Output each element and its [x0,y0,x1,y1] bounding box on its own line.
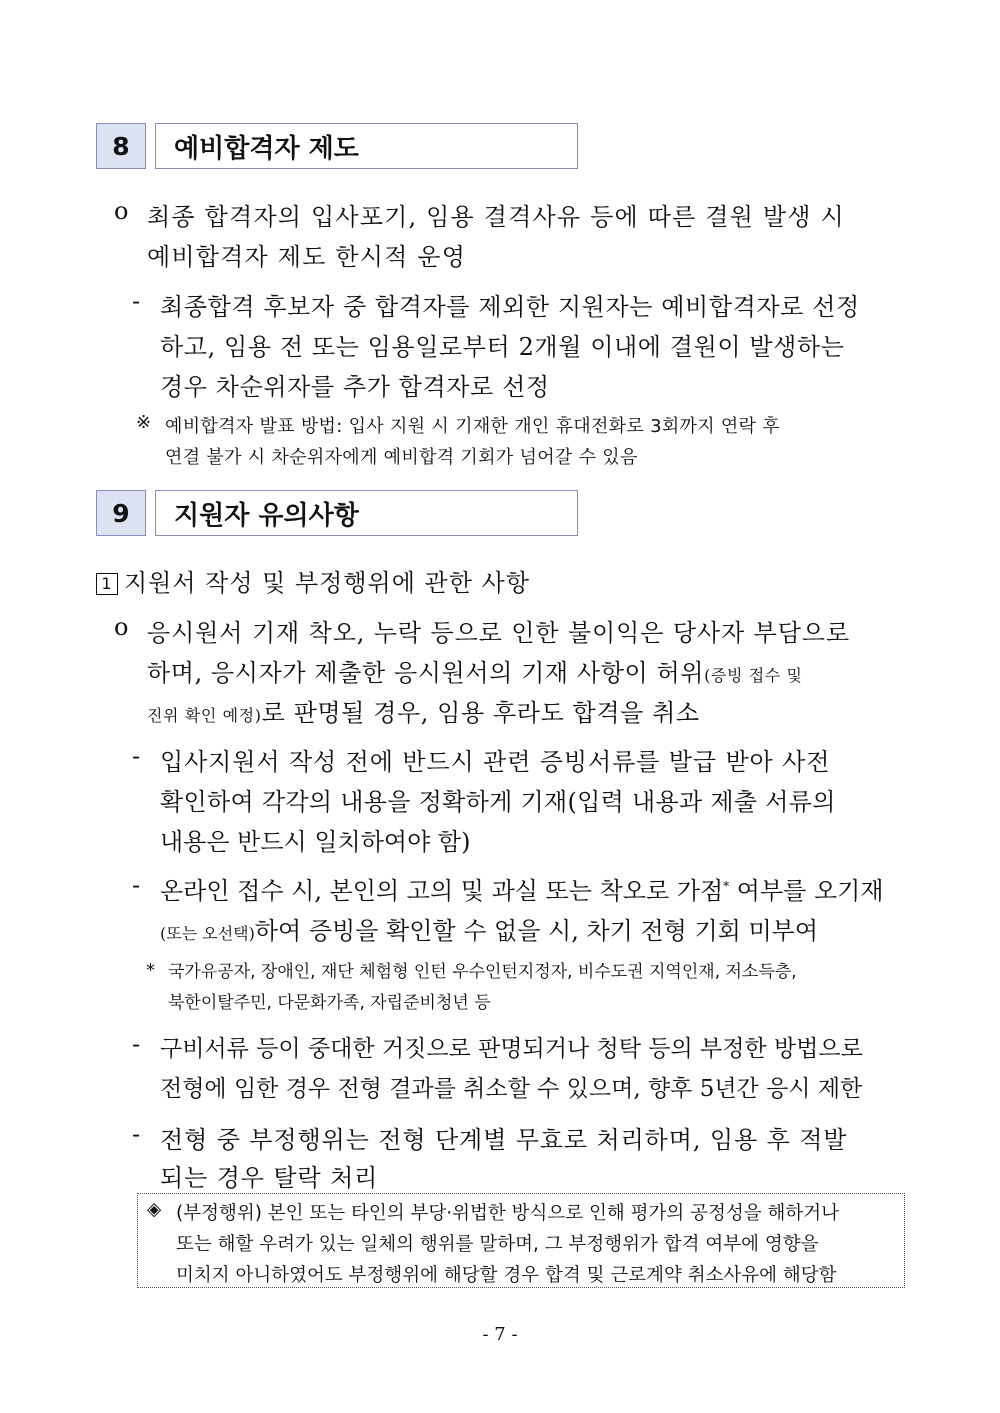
section-9-p1-line-1: 응시원서 기재 착오, 누락 등으로 인한 불이익은 당사자 부담으로 [147,619,850,647]
section-9-d3-line-2: 전형에 임한 경우 전형 결과를 취소할 수 있으며, 향후 5년간 응시 제한 [160,1076,863,1102]
subsection-title: 지원서 작성 및 부정행위에 관한 사항 [124,569,530,597]
section-8-sub-line-2: 하고, 임용 전 또는 임용일로부터 2개월 이내에 결원이 발생하는 [160,333,845,361]
section-8-title: 예비합격자 제도 [155,123,578,169]
section-9-d1-line-1: 입사지원서 작성 전에 반드시 관련 증빙서류를 발급 받아 사전 [160,748,831,776]
section-9-star-line-1: 국가유공자, 장애인, 재단 체험형 인턴 우수인턴지정자, 비수도권 지역인재, 저소득층, [168,962,797,982]
d2-line-1-a: 온라인 접수 시, 본인의 고의 및 과실 또는 착오로 가점 [160,877,724,905]
note-mark: ※ [136,412,152,433]
subsection-number: 1 [96,573,118,595]
box-line-1: (부정행위) 본인 또는 타인의 부당·위법한 방식으로 인해 평가의 공정성을 해하거나 [176,1203,839,1224]
subsection-heading [96,563,530,598]
section-8-line-1: 최종 합격자의 입사포기, 임용 결격사유 등에 따른 결원 발생 시 [147,203,845,231]
section-9-p1-line-3 [147,693,700,728]
dash: - [132,287,141,315]
d2-line-1-b: 여부를 오기재 [729,877,884,905]
box-line-2: 또는 해할 우려가 있는 일체의 행위를 말하며, 그 부정행위가 합격 여부에 영향을 [176,1234,819,1255]
p1-line-3-small: 진위 확인 예정) [147,706,262,725]
star-mark: * [146,960,155,981]
box-line-3: 미치지 아니하였어도 부정행위에 해당할 경우 합격 및 근로계약 취소사유에 해당함 [176,1265,837,1286]
bullet: o [114,197,129,225]
bullet: o [114,613,129,641]
section-9-d2-line-1 [160,871,884,906]
section-9-d1-line-3: 내용은 반드시 일치하여야 함) [160,828,471,856]
section-8-note-line-1: 예비합격자 발표 방법: 입사 지원 시 기재한 개인 휴대전화로 3회까지 연락 후 [165,416,780,437]
section-9-d3-line-1: 구비서류 등이 중대한 거짓으로 판명되거나 청탁 등의 부정한 방법으로 [160,1036,863,1062]
box-mark: ◈ [147,1199,162,1220]
section-8-line-2: 예비합격자 제도 한시적 운영 [147,243,467,271]
d2-line-2-small: (또는 오선택) [160,924,255,943]
p1-line-2-small: (증빙 접수 및 [704,666,803,685]
page-number: - 7 - [482,1324,518,1345]
d2-sup: * [723,879,730,893]
section-9-star-line-2: 북한이탈주민, 다문화가족, 자립준비청년 등 [168,993,491,1013]
dash: - [132,742,141,770]
section-9-number: 9 [96,490,146,536]
section-8-sub-line-1: 최종합격 후보자 중 합격자를 제외한 지원자는 예비합격자로 선정 [160,293,860,321]
section-8-note-line-2: 연결 불가 시 차순위자에게 예비합격 기회가 넘어갈 수 있음 [165,447,638,468]
section-8-sub-line-3: 경우 차순위자를 추가 합격자로 선정 [160,373,550,401]
section-9-d4-line-2: 되는 경우 탈락 처리 [160,1164,379,1192]
d2-line-2-main: 하여 증빙을 확인할 수 없을 시, 차기 전형 기회 미부여 [254,917,819,945]
p1-line-2-main: 하며, 응시자가 제출한 응시원서의 기재 사항이 허위 [147,659,705,687]
section-9-d1-line-2: 확인하여 각각의 내용을 정확하게 기재(입력 내용과 제출 서류의 [160,788,836,816]
section-9-d2-line-2 [160,911,818,946]
section-9-p1-line-2 [147,653,803,688]
section-9-title: 지원자 유의사항 [155,490,578,536]
section-8-number: 8 [96,123,146,169]
dash: - [132,1030,141,1058]
section-9-d4-line-1: 전형 중 부정행위는 전형 단계별 무효로 처리하며, 임용 후 적발 [160,1126,848,1154]
dash: - [132,1120,141,1148]
p1-line-3-main: 로 판명될 경우, 임용 후라도 합격을 취소 [261,699,700,727]
dash: - [132,871,141,899]
